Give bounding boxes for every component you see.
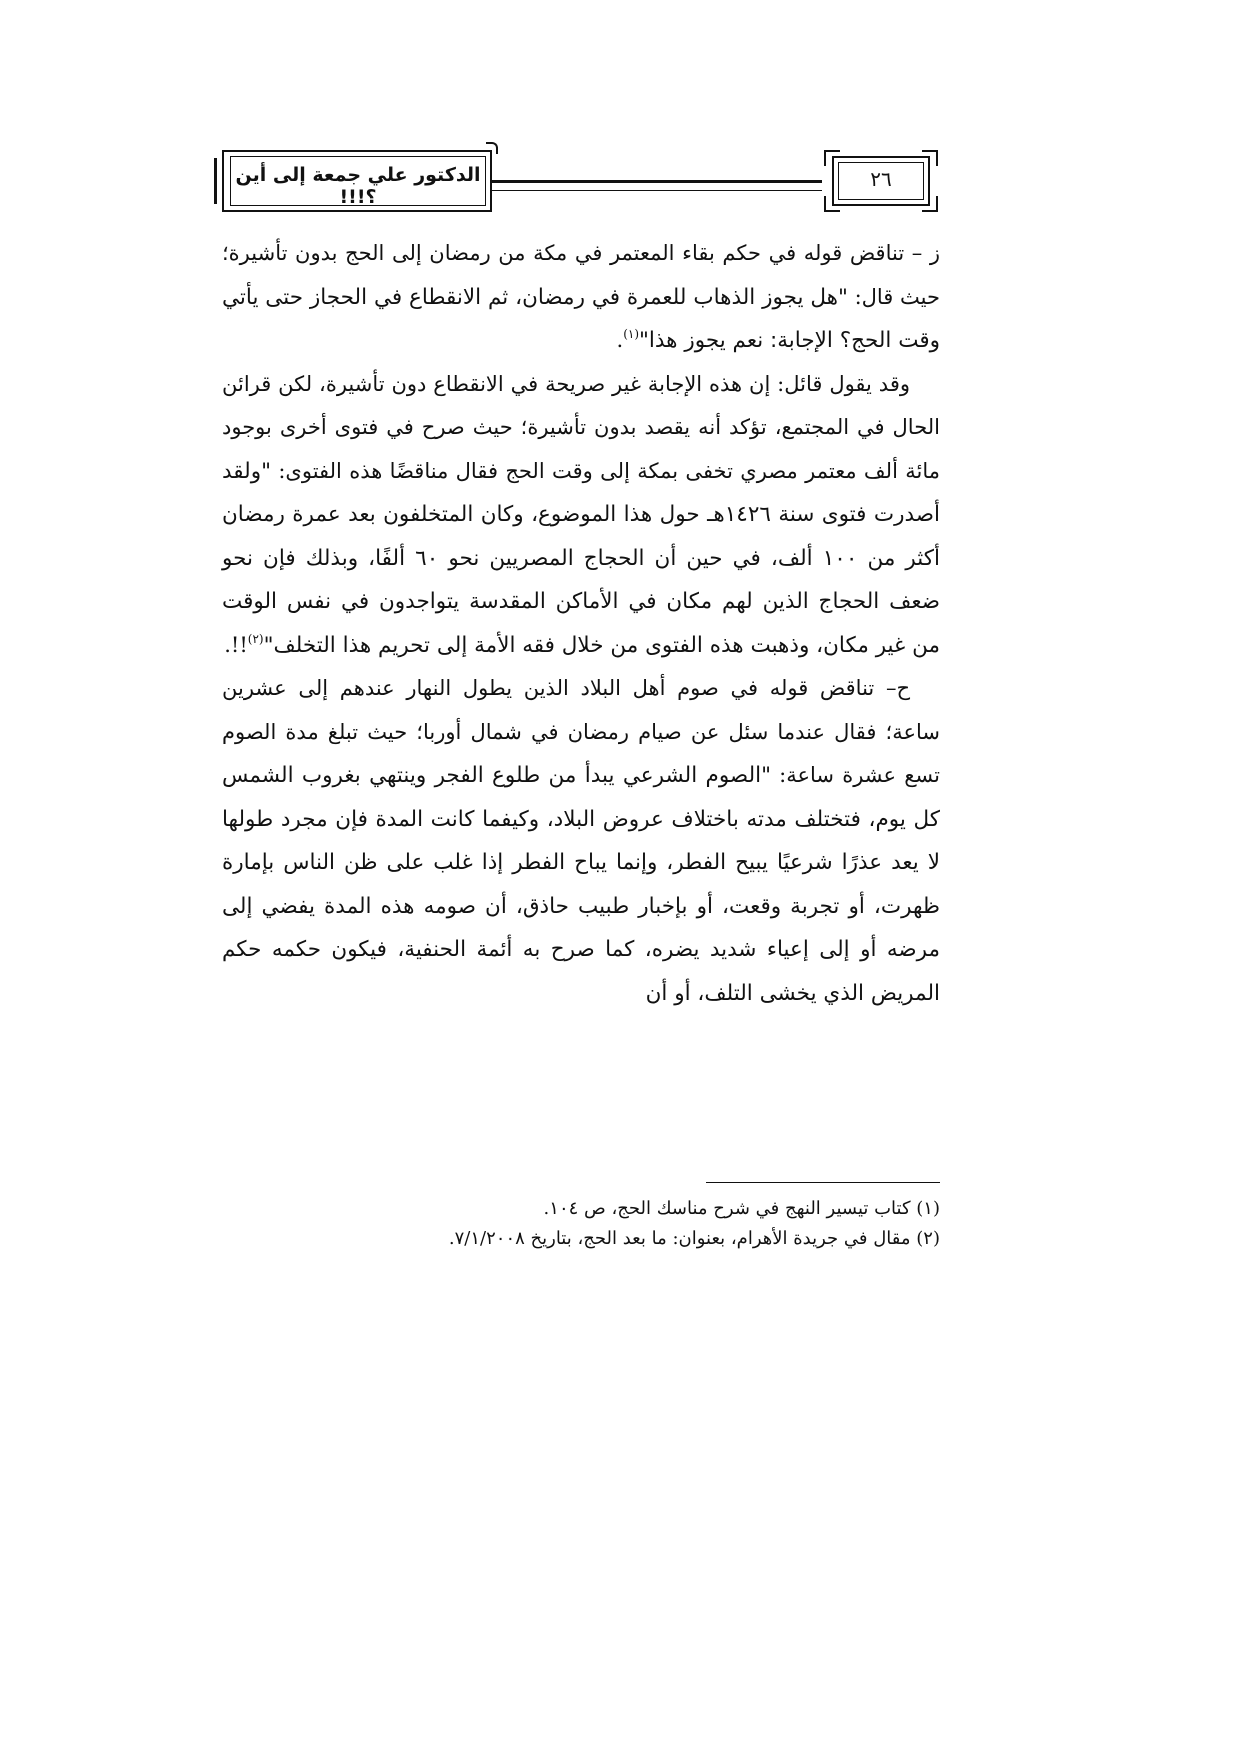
text-run: ح– تناقض قوله في صوم أهل البلاد الذين يطول النهار عندهم إلى عشرين ساعة؛ فقال عندما سئل عن صيام رمضان في شمال أوربا؛ حيث تبلغ مدة الصوم تسع عشرة ساعة: — [222, 676, 940, 787]
text-run: وقد يقول قائل: إن هذه الإجابة غير صريحة في الانقطاع دون تأشيرة، لكن قرائن الحال في المجتمع، تؤكد أنه يقصد بدون تأشيرة؛ حيث صرح في فتوى أخرى بوجود مائة ألف معتمر مصري تخفى بمكة إلى وقت الحج فقال مناقضًا هذه الفتوى: — [222, 371, 940, 483]
text-run: . — [616, 328, 624, 352]
quotation: "ولقد أصدرت فتوى سنة ١٤٢٦هـ حول هذا الموضوع، وكان المتخلفون بعد عمرة رمضان أكثر من ١٠٠ ألف، في حين أن الحجاج المصريين نحو ٦٠ ألفًا، وبذلك فإن نحو ضعف الحجاج الذين لهم مكان في الأماكن المقدسة يتواجدون في نفس الوقت من غير مكان، وذهبت هذه الفتوى من خلال فقه الأمة إلى تحريم هذا التخلف" — [222, 458, 940, 658]
quotation: "هل يجوز الذهاب للعمرة في رمضان، ثم الانقطاع في الحجاز حتى يأتي وقت الحج؟ الإجابة: نعم يجوز هذا" — [222, 284, 940, 353]
footnote-separator — [706, 1182, 940, 1183]
running-header-title: الدكتور علي جمعة إلى أين ؟!!! — [235, 164, 481, 208]
footnote: (٢) مقال في جريدة الأهرام، بعنوان: ما بعد الحج، بتاريخ ٧/١/٢٠٠٨. — [448, 1228, 940, 1249]
text-run: ز – تناقض قوله في حكم بقاء المعتمر في مكة من رمضان إلى الحج بدون تأشيرة؛ حيث قال: — [222, 241, 940, 309]
page-number: ٢٦ — [870, 167, 892, 191]
body-text — [222, 232, 940, 1015]
running-header-title-frame — [222, 150, 492, 212]
paragraph — [222, 667, 940, 1015]
footnote-ref: (٢) — [247, 631, 264, 646]
footnotes — [222, 1194, 940, 1254]
paragraph — [222, 232, 940, 363]
paragraph — [222, 363, 940, 668]
page-number-frame — [822, 150, 940, 212]
footnote: (١) كتاب تيسير النهج في شرح مناسك الحج، ص ١٠٤. — [543, 1198, 940, 1219]
quotation: "الصوم الشرعي يبدأ من طلوع الفجر وينتهي بغروب الشمس كل يوم، فتختلف مدته باختلاف عروض البلاد، وكيفما كانت المدة فإن مجرد طولها لا يعد عذرًا شرعيًا يبيح الفطر، وإنما يباح الفطر إذا غلب على ظن الناس بإمارة ظهرت، أو تجربة وقعت، أو بإخبار طبيب حاذق، أن صومه هذه المدة يفضي إلى مرضه أو إلى إعياء شديد يضره، كما صرح به أئمة الحنفية، فيكون حكمه حكم المريض الذي يخشى التلف، أو أن — [222, 763, 940, 1006]
header-rule — [492, 180, 822, 191]
title-frame-ornament — [214, 158, 223, 204]
footnote-ref: (١) — [623, 327, 640, 341]
title-frame-ornament-cap — [486, 142, 498, 154]
text-run: !!. — [224, 632, 248, 657]
